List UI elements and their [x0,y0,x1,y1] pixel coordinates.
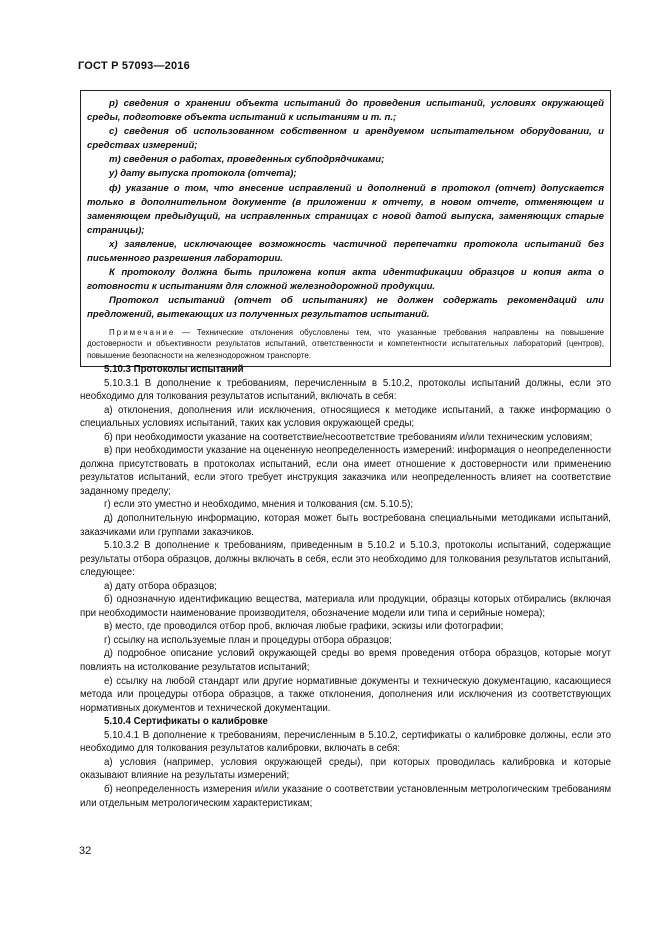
paragraph: а) отклонения, дополнения или исключения, относящиеся к методике испытаний, а также информацию о специальных условиях испытаний, таких как условия окружающей среды; [80,404,611,430]
box-note [87,327,604,362]
box-item: с) сведения об использованном собственном и арендуемом испытательном оборудовании, и средствах измерений; [87,126,604,152]
box-item: К протоколу должна быть приложена копия акта идентификации образцов и копия акта о готовности к испытаниям для сложной железнодорожной продукции. [87,267,604,293]
paragraph: в) при необходимости указание на оцененную неопределенность измерений: информация о неопределенности должна присутствовать в протоколах испытаний, если она имеет отношение к достоверности или применению результатов испытаний, если этого требует инструкция заказчика или неопределенность влияет на соответствие заданному пределу; [80,445,611,497]
paragraph: д) подробное описание условий окружающей среды во время проведения отбора образцов, которые могут повлиять на истолкование результатов испытаний; [80,648,611,674]
box-item: т) сведения о работах, проведенных субподрядчиками; [109,154,385,166]
paragraph: в) место, где проводился отбор проб, включая любые графики, эскизы или фотографии; [104,621,504,633]
page-number: 32 [79,845,92,857]
box-item: р) сведения о хранении объекта испытаний до проведения испытаний, условиях окружающей среды, подготовке объекта испытаний к испытаниям и т. п.; [87,98,604,124]
box-item: ф) указание о том, что внесение исправлений и дополнений в протокол (отчет) допускается только в дополнительном документе (в приложении к отчету, в новом отчете, отменяющем и заменяющем предыдущий, на исправленных страницах с новой датой выпуска, заменяющих старые страницы); [87,182,604,236]
box-item: у) дату выпуска протокола (отчета); [109,168,297,180]
paragraph: е) ссылку на любой стандарт или другие нормативные документы и техническую документацию, касающиеся метода или процедуры отбора образцов, а также отклонения, дополнения или исключения из соответствующих нормативных документов и технической документации. [80,675,611,714]
paragraph: д) дополнительную информацию, которая может быть востребована специальными методиками испытаний, заказчиками или группами заказчиков. [80,513,611,538]
note-label: Примечание [109,327,176,337]
paragraph: а) условия (например, условия окружающей среды), при которых проводилась калибровка и которые оказывают влияние на результаты измерений; [80,756,611,782]
paragraph: г) ссылку на используемые план и процедуры отбора образцов; [104,634,392,646]
paragraph: 5.10.3.1 В дополнение к требованиям, перечисленным в 5.10.2, протоколы испытаний должны, если это необходимо для толкования результатов испытаний, включать в себя: [80,377,611,403]
framed-insert [80,90,611,367]
section-heading: 5.10.3 Протоколы испытаний [104,364,244,375]
paragraph: б) однозначную идентификацию вещества, материала или продукции, образцы которых отбирались (включая при необходимости наименование производителя, обозначение модели или типа и серийные номера); [80,594,611,619]
paragraph: а) дату отбора образцов; [104,580,217,592]
paragraph: 5.10.3.2 В дополнение к требованиям, приведенным в 5.10.2 и 5.10.3, протоколы испытаний, содержащие результаты отбора образцов, должны включать в себя, если это необходимо для толкования результатов испытаний, следующее: [80,540,611,579]
section-heading: 5.10.4 Сертификаты о калибровке [104,716,268,728]
box-item: х) заявление, исключающее возможность частичной перепечатки протокола испытаний без письменного разрешения лаборатории. [87,238,604,265]
paragraph: б) неопределенность измерения и/или указание о соответствии установленным метрологическим требованиям или отдельным метрологическим характеристикам; [80,783,611,809]
note-text: — Технические отклонения обусловлены тем, что указанные требования направлены на повышение достоверности и объективности результатов испытаний, ответственности и компетентности испытательных лабораторий (центров), повышение безопасности на железнодорожном транспорте. [87,327,604,360]
paragraph: г) если это уместно и необходимо, мнения и толкования (см. 5.10.5); [104,499,414,511]
document-header: ГОСТ Р 57093—2016 [78,60,190,72]
paragraph: 5.10.4.1 В дополнение к требованиям, перечисленным в 5.10.2, сертификаты о калибровке должны, если это необходимо для толкования результатов калибровки, включать в себя: [80,729,611,755]
paragraph: б) при необходимости указание на соответствие/несоответствие требованиям и/или техническим условиям; [104,431,593,443]
main-text [80,363,611,810]
box-item: Протокол испытаний (отчет об испытаниях) не должен содержать рекомендаций или предложений, вытекающих из полученных результатов испытаний. [87,295,604,321]
